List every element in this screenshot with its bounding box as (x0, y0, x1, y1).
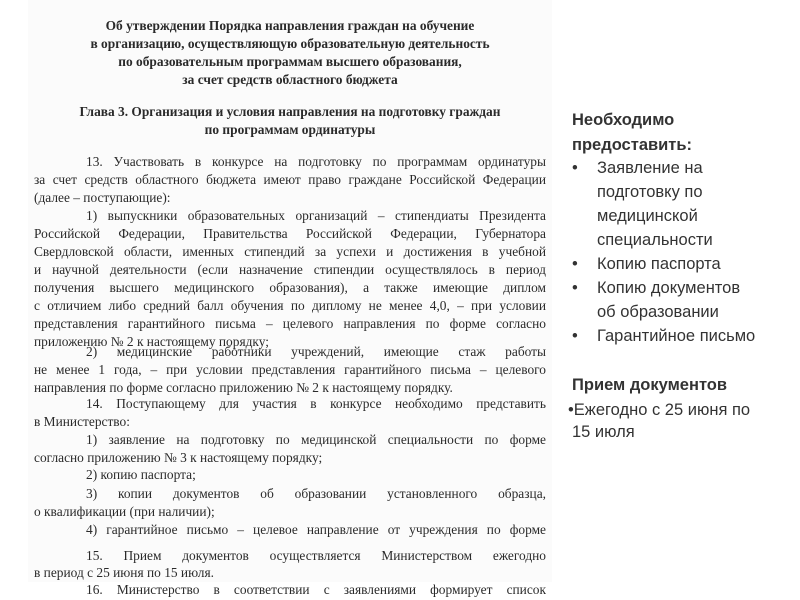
document-title-line: в организацию, осуществляющую образовательную деятельность (90, 36, 490, 51)
bullet-icon: • (572, 327, 578, 345)
document-body-line: Российской Федерации, Правительства Российской Федерации, Губернатора (34, 226, 546, 241)
document-body-line: 2) копию паспорта; (86, 467, 196, 482)
summary-heading: предоставить: (572, 136, 692, 154)
document-body-line: получения высшего медицинского образования), а также имеющие диплом (34, 280, 546, 295)
summary-heading: Необходимо (572, 111, 675, 129)
summary-list-item: Гарантийное письмо (597, 327, 756, 345)
document-body-line: о квалификации (при наличии); (34, 504, 215, 519)
bullet-icon: • (572, 279, 578, 297)
reception-period-line: •Ежегодно с 25 июня по (568, 401, 751, 419)
document-body-line: 16. Министерство в соответствии с заявлениями формирует список (86, 582, 546, 597)
reception-period-line: 15 июля (572, 423, 635, 441)
document-body-line: в Министерство: (34, 414, 130, 429)
summary-panel (568, 0, 800, 600)
document-body-line: 15. Прием документов осуществляется Министерством ежегодно (86, 548, 546, 563)
summary-heading-reception: Прием документов (572, 376, 728, 394)
document-title-line: за счет средств областного бюджета (182, 72, 398, 87)
document-body-line: согласно приложению № 3 к настоящему порядку; (34, 450, 323, 465)
document-body-line: не менее 1 года, – при условии представления гарантийного письма – целевого (34, 362, 546, 377)
document-body-line: (далее – поступающие): (34, 190, 171, 205)
document-body-line: направления по форме согласно приложению № 2 к настоящему порядку. (34, 380, 453, 395)
bullet-icon: • (572, 255, 578, 273)
document-body-line: с отличием либо средний балл обучения по диплому не менее 4,0, – при условии (34, 298, 546, 313)
scanned-document-image (28, 0, 552, 597)
chapter-title-line: по программам ординатуры (204, 122, 376, 137)
document-body-line: за счет средств областного бюджета имеют право граждане Российской Федерации (34, 172, 546, 187)
chapter-title-line: Глава 3. Организация и условия направления на подготовку граждан (79, 104, 501, 119)
document-body-line: 3) копии документов об образовании установленного образца, (86, 486, 546, 501)
document-body-line: 4) гарантийное письмо – целевое направление от учреждения по форме (86, 522, 546, 537)
document-body-line: и научной деятельности (если назначение стипендии осуществлялось в период (34, 262, 546, 277)
summary-list-item: Копию паспорта (597, 255, 721, 273)
document-body-line: 13. Участвовать в конкурсе на подготовку по программам ординатуры (86, 154, 546, 169)
summary-list-item: медицинской (597, 207, 698, 225)
summary-list-item: Заявление на (597, 159, 703, 177)
summary-list-item: Копию документов (597, 279, 741, 297)
document-body-line: представления гарантийного письма – целевого направления по форме согласно (34, 316, 546, 331)
document-body-line: 14. Поступающему для участия в конкурсе необходимо представить (86, 396, 546, 411)
summary-list-item: подготовку по (597, 183, 703, 201)
document-body-line: в период с 25 июня по 15 июля. (34, 565, 214, 580)
document-body-line: 1) выпускники образовательных организаций – стипендиаты Президента (86, 208, 546, 223)
summary-list-item: об образовании (597, 303, 719, 321)
document-body-line: 2) медицинские работники учреждений, имеющие стаж работы (86, 344, 546, 359)
document-body-line: Свердловской области, именных стипендий за успехи и достижения в учебной (34, 244, 546, 259)
bullet-icon: • (572, 159, 578, 177)
document-title-line: по образовательным программам высшего образования, (118, 54, 462, 69)
document-body-line: 1) заявление на подготовку по медицинской специальности по форме (86, 432, 546, 447)
summary-list-item: специальности (597, 231, 713, 249)
document-body-line: приложению № 2 к настоящему порядку; (34, 334, 269, 349)
document-title-line: Об утверждении Порядка направления граждан на обучение (105, 18, 475, 33)
